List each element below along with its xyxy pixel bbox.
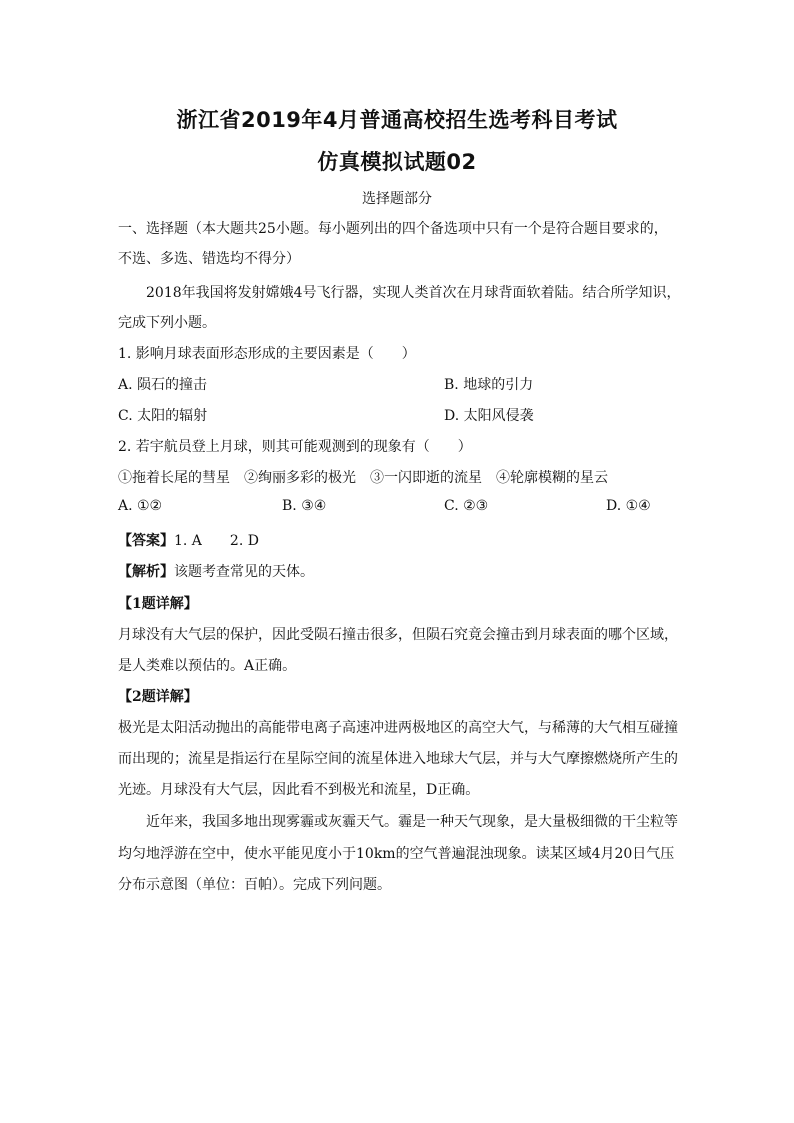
analysis-label: 【解析】 <box>118 564 174 580</box>
question-1-stem: 1. 影响月球表面形态形成的主要因素是（ ） <box>118 346 416 362</box>
section-label: 选择题部分 <box>362 191 432 207</box>
passage2-line-2: 均匀地浮游在空中，使水平能见度小于10km的空气普遍混浊现象。读某区域4月20日气压 <box>118 846 675 862</box>
answer-label: 【答案】 <box>118 533 174 549</box>
detail-2-heading: 【2题详解】 <box>118 689 198 705</box>
question-1-option-c: C. 太阳的辐射 <box>118 408 208 424</box>
question-2-option-d: D. ①④ <box>606 498 651 514</box>
passage1-line-1: 2018年我国将发射嫦娥4号飞行器，实现人类首次在月球背面软着陆。结合所学知识， <box>146 285 681 301</box>
question-2-option-b: B. ③④ <box>282 498 327 514</box>
detail-1-line-2: 是人类难以预估的。A正确。 <box>118 658 297 674</box>
question-2-phenomena: ①拖着长尾的彗星 ②绚丽多彩的极光 ③一闪即逝的流星 ④轮廓模糊的星云 <box>118 470 608 486</box>
detail-2-line-2: 而出现的；流星是指运行在星际空间的流星体进入地球大气层，并与大气摩擦燃烧所产生的 <box>118 751 678 767</box>
question-1-option-a: A. 陨石的撞击 <box>118 377 208 393</box>
question-2-stem: 2. 若宇航员登上月球，则其可能观测到的现象有（ ） <box>118 439 472 455</box>
answer-value: 1. A 2. D <box>174 533 259 549</box>
detail-1-line-1: 月球没有大气层的保护，因此受陨石撞击很多，但陨石究竟会撞击到月球表面的哪个区域， <box>118 627 678 643</box>
detail-1-heading: 【1题详解】 <box>118 596 198 612</box>
instructions-line-2: 不选、多选、错选均不得分） <box>118 251 300 267</box>
analysis-line <box>118 561 314 581</box>
question-2-option-a: A. ①② <box>118 498 163 514</box>
analysis-value: 该题考查常见的天体。 <box>174 564 314 580</box>
passage2-line-3: 分布示意图（单位：百帕）。完成下列问题。 <box>118 877 391 893</box>
detail-2-line-3: 光迹。月球没有大气层，因此看不到极光和流星，D正确。 <box>118 782 480 798</box>
exam-subtitle: 仿真模拟试题02 <box>317 150 477 174</box>
passage2-line-1: 近年来，我国多地出现雾霾或灰霾天气。霾是一种天气现象，是大量极细微的干尘粒等 <box>146 814 678 830</box>
question-1-option-b: B. 地球的引力 <box>444 377 534 393</box>
exam-title: 浙江省2019年4月普通高校招生选考科目考试 <box>176 108 618 132</box>
question-2-option-c: C. ②③ <box>444 498 489 514</box>
detail-2-line-1: 极光是太阳活动抛出的高能带电离子高速冲进两极地区的高空大气，与稀薄的大气相互碰撞 <box>118 720 678 736</box>
instructions-line-1: 一、选择题（本大题共25小题。每小题列出的四个备选项中只有一个是符合题目要求的， <box>118 221 668 237</box>
passage1-line-2: 完成下列小题。 <box>118 315 216 331</box>
question-1-option-d: D. 太阳风侵袭 <box>444 408 534 424</box>
answer-line <box>118 530 259 550</box>
